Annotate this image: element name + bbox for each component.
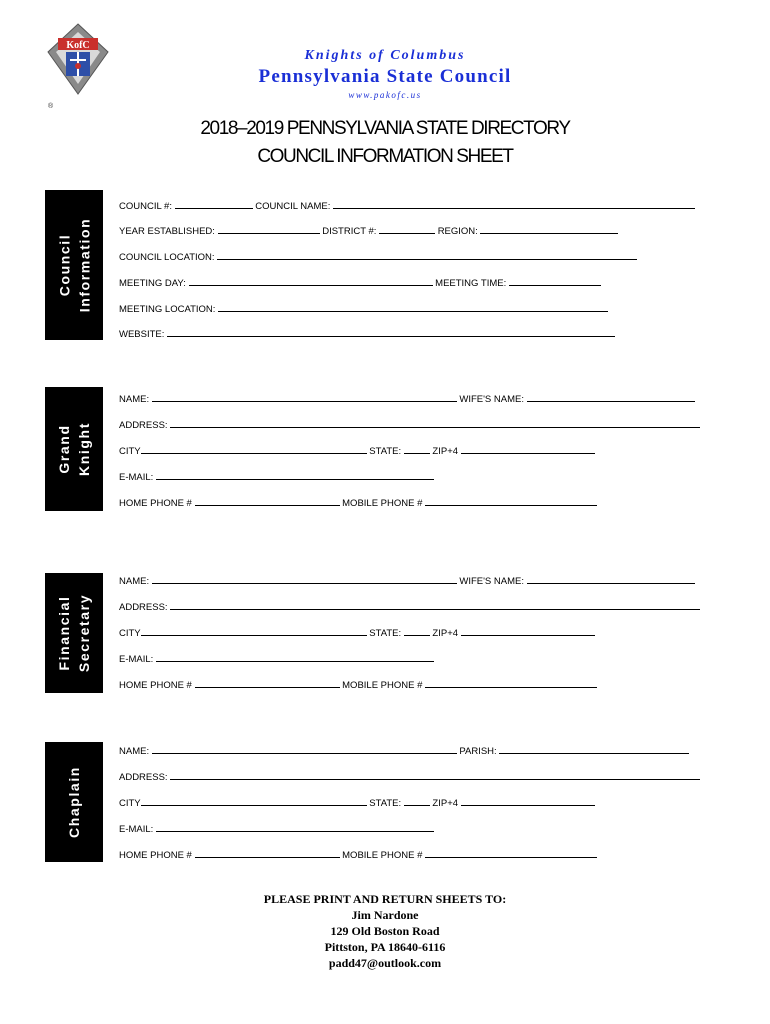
footer-contact-name: Jim Nardone [351,908,419,922]
year-established-field[interactable]: YEAR ESTABLISHED: DISTRICT #: REGION: [119,224,618,236]
chaplain-phone-field[interactable]: HOME PHONE # MOBILE PHONE # [119,848,597,860]
chaplain-city-field[interactable]: CITY STATE: ZIP+4 [119,796,595,808]
org-name: Knights of Columbus [304,48,466,63]
page-subtitle: COUNCIL INFORMATION SHEET [257,146,513,167]
council-number-field[interactable]: COUNCIL #: COUNCIL NAME: [119,199,695,211]
gk-phone-field[interactable]: HOME PHONE # MOBILE PHONE # [119,496,597,508]
section-tab-chaplain: Chaplain [45,742,103,862]
fs-email-field[interactable]: E-MAIL: [119,652,434,664]
fs-phone-field[interactable]: HOME PHONE # MOBILE PHONE # [119,678,597,690]
chaplain-name-field[interactable]: NAME: PARISH: [119,744,689,756]
org-website: www.pakofc.us [348,90,422,100]
gk-address-field[interactable]: ADDRESS: [119,418,700,430]
fs-address-field[interactable]: ADDRESS: [119,600,700,612]
footer-street: 129 Old Boston Road [330,924,440,938]
meeting-location-field[interactable]: MEETING LOCATION: [119,302,608,314]
gk-email-field[interactable]: E-MAIL: [119,470,434,482]
footer-email: padd47@outlook.com [328,956,442,970]
website-field[interactable]: WEBSITE: [119,327,615,339]
meeting-day-field[interactable]: MEETING DAY: MEETING TIME: [119,276,601,288]
section-tab-financial-secretary: Financial Secretary [45,573,103,693]
kofc-emblem-logo [44,22,112,112]
svg-text:®: ® [48,103,54,110]
gk-name-field[interactable]: NAME: WIFE'S NAME: [119,392,695,404]
footer-instruction: PLEASE PRINT AND RETURN SHEETS TO: [263,892,507,906]
fs-city-field[interactable]: CITY STATE: ZIP+4 [119,626,595,638]
footer-city: Pittston, PA 18640-6116 [324,940,446,954]
chaplain-email-field[interactable]: E-MAIL: [119,822,434,834]
section-tab-council-information: Council Information [45,190,103,340]
chaplain-address-field[interactable]: ADDRESS: [119,770,700,782]
svg-text:KofC: KofC [66,40,90,51]
page-title: 2018–2019 PENNSYLVANIA STATE DIRECTORY [200,118,570,139]
council-location-field[interactable]: COUNCIL LOCATION: [119,250,637,262]
fs-name-field[interactable]: NAME: WIFE'S NAME: [119,574,695,586]
section-tab-grand-knight: Grand Knight [45,387,103,511]
org-council-name: Pennsylvania State Council [258,66,512,87]
gk-city-field[interactable]: CITY STATE: ZIP+4 [119,444,595,456]
